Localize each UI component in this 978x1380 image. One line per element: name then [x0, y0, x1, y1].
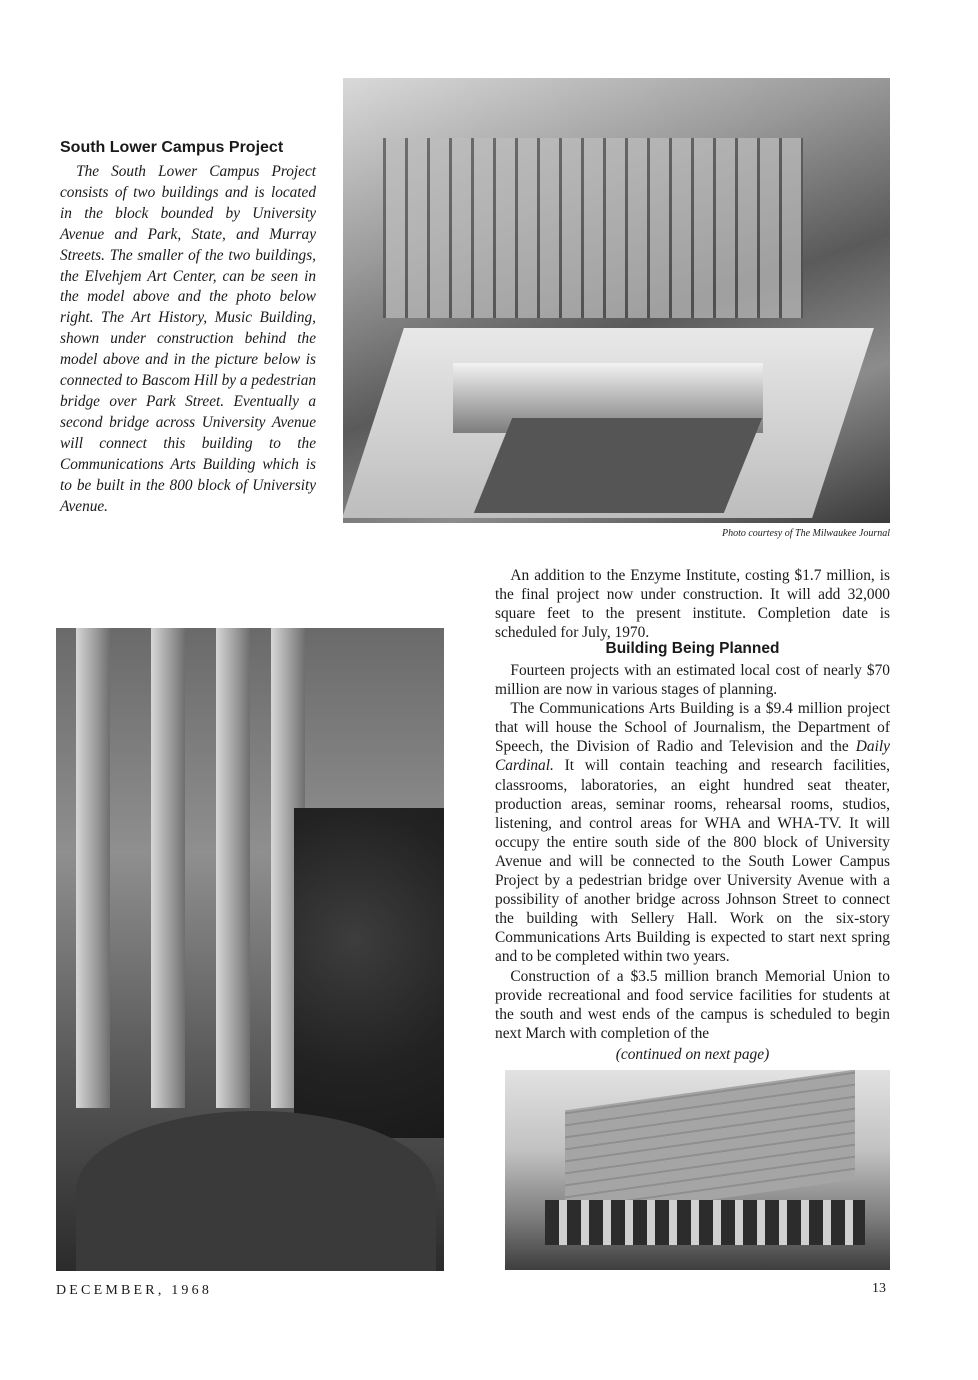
paragraph-communications-arts [495, 699, 890, 966]
paragraph-enzyme: An addition to the Enzyme Institute, costing $1.7 million, is the final project now under construction. It will add 32,000 square feet to the present institute. Completion date is scheduled for July, 1970. [495, 567, 890, 642]
footer-date: DECEMBER, 1968 [56, 1283, 213, 1298]
construction-model-photo [343, 78, 890, 523]
art-center-photo [505, 1070, 890, 1270]
article-body-top [495, 566, 890, 642]
paragraph-memorial-union: Construction of a $3.5 million branch Memorial Union to provide recreational and food service facilities for students at the south and west ends of the campus is scheduled to begin next March with completion of the [495, 967, 890, 1042]
column-shape [76, 628, 110, 1108]
building-columns-photo [56, 628, 444, 1271]
article-body-planned [495, 661, 890, 1043]
paragraph-comm-arts-part1: The Communications Arts Building is a $9.4 million project that will house the School of Journalism, the Department of Speech, the Division of Radio and Television and the [495, 700, 890, 756]
stone-wall-shape [565, 1070, 855, 1220]
continued-note: (continued on next page) [615, 1046, 770, 1063]
section-heading-south-lower-campus: South Lower Campus Project [60, 139, 284, 156]
section-heading-building-planned: Building Being Planned [605, 640, 780, 657]
scaffolding-shape [383, 138, 803, 318]
paragraph-comm-arts-part2: It will contain teaching and research facilities, classrooms, laboratories, an eight hundred seat theater, production areas, seminar rooms, rehearsal rooms, studios, listening, and control areas for WHA and WHA-TV. It will occupy the entire south side of the 800 block of University Avenue and will be connected to the South Lower Campus Project by a pedestrian bridge over University Avenue with a possibility of another bridge across Johnson Street to connect the building with Sellery Hall. Work on the six-story Communications Arts Building is expected to start next spring and to be completed within two years. [495, 757, 890, 966]
paragraph-fourteen-projects: Fourteen projects with an estimated local cost of nearly $70 million are now in various stages of planning. [495, 662, 890, 699]
page-number: 13 [872, 1281, 886, 1296]
trees-shape [294, 808, 444, 1138]
daily-cardinal-title: Daily Cardinal. [495, 738, 890, 775]
building-base-shape [545, 1200, 865, 1245]
column-shape [216, 628, 250, 1108]
photo-caption: The South Lower Campus Project consists of two buildings and is located in the block bounded by University Avenue and Park, State, and Murray Streets. The smaller of the two buildings, the Elvehjem Art Center, can be seen in the model above and the photo below right. The Art History, Music Building, shown under construction behind the model above and in the picture below is connected to Bascom Hill by a pedestrian bridge over Park Street. Eventually a second bridge across University Avenue will connect this building to the Communications Arts Building which is to be built in the 800 block of University Avenue. [60, 163, 316, 515]
model-lawn-shape [474, 418, 762, 513]
dirt-mound-shape [76, 1111, 436, 1271]
photo-credit: Photo courtesy of The Milwaukee Journal [721, 528, 890, 539]
column-shape [151, 628, 185, 1108]
